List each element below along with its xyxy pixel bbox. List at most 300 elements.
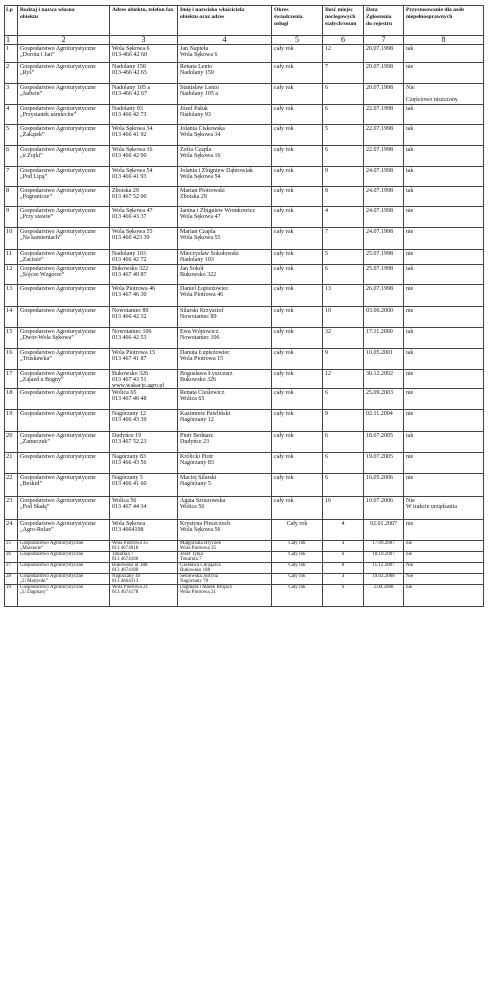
cell-registration-date — [364, 105, 404, 124]
text-line: Gospodarstwo Agroturystyczne — [20, 46, 96, 52]
cell-address — [110, 349, 178, 369]
text-line: Wola Sękowa 34 — [180, 132, 221, 138]
table-row — [5, 497, 484, 520]
text-line: Nagórzany 12 — [180, 417, 214, 423]
text-line: 11 — [6, 250, 13, 257]
table-row — [5, 541, 484, 552]
cell-accessibility — [404, 45, 484, 62]
cell-address — [110, 187, 178, 206]
text-line: nie — [406, 541, 413, 546]
table-row — [5, 552, 484, 563]
text-line: cały rok — [274, 390, 294, 396]
cell-service-period — [272, 250, 323, 264]
cell-address — [110, 552, 178, 562]
cell-address — [110, 84, 178, 104]
text-line: 4 — [341, 521, 345, 527]
cell-beds — [323, 328, 364, 348]
text-line: Cały rok — [288, 563, 306, 568]
text-line: cały rok — [274, 46, 294, 52]
cell-address — [110, 207, 178, 227]
text-line: tak — [406, 147, 414, 153]
cell-address — [110, 265, 178, 284]
text-line: cały rok — [274, 350, 294, 356]
column-number: 3 — [110, 36, 178, 44]
cell-accessibility — [404, 228, 484, 249]
text-line: 013 4674180 — [112, 568, 139, 573]
text-line: 4 — [341, 574, 345, 579]
table-row — [5, 167, 484, 187]
text-line: 9 — [325, 168, 328, 174]
cell-facility-name — [18, 328, 110, 348]
header-registration-date — [364, 6, 404, 35]
cell-service-period — [272, 389, 323, 409]
cell-facility-name — [18, 228, 110, 249]
text-line: Mieczysław Sokołowski — [180, 251, 239, 257]
header-label: Okres świadczenia usługi — [274, 7, 303, 27]
cell-accessibility — [404, 541, 484, 551]
cell-beds — [323, 370, 364, 388]
text-line: Kazimierz Pawliński — [180, 411, 231, 417]
cell-registration-date — [364, 474, 404, 496]
cell-service-period — [272, 187, 323, 206]
text-line: Gospodarstwo Agroturystyczne — [20, 411, 96, 417]
text-line: 5 — [325, 251, 328, 257]
cell-facility-name — [18, 563, 110, 573]
text-line: „Sójcze Wzgórze” — [20, 272, 65, 278]
text-line: Gospodarstwo Agroturystyczne — [20, 521, 96, 527]
cell-facility-name — [18, 45, 110, 62]
cell-address — [110, 574, 178, 584]
table-row — [5, 453, 484, 474]
text-line: Gospodarstwo Agroturystyczne — [20, 329, 96, 335]
table-row — [5, 105, 484, 125]
text-line: 8 — [325, 188, 328, 194]
text-line: Wola Sękowa 6 — [180, 52, 218, 58]
text-line: Józef Pałuk — [180, 106, 208, 112]
cell-service-period — [272, 574, 323, 584]
cell-lp — [5, 541, 18, 551]
text-line: 6 — [341, 585, 345, 590]
cell-service-period — [272, 453, 323, 473]
cell-facility-name — [18, 105, 110, 124]
text-line: cały rok — [274, 106, 294, 112]
table-row — [5, 63, 484, 84]
text-line: Wola Sękowa 6 — [112, 46, 150, 52]
table-row — [5, 585, 484, 607]
cell-facility-name — [18, 541, 110, 551]
cell-facility-name — [18, 370, 110, 388]
cell-beds — [323, 520, 364, 540]
header-address — [110, 6, 178, 35]
cell-beds — [323, 585, 364, 606]
text-line: „Marzenie” — [20, 546, 44, 551]
text-line: 11.12.2007 — [372, 563, 395, 568]
text-line: Małgorzata Hryczek — [180, 541, 221, 546]
cell-beds — [323, 497, 364, 519]
text-line: Janina i Zbigniew Wronkowicz — [180, 208, 256, 214]
cell-service-period — [272, 410, 323, 431]
cell-beds — [323, 307, 364, 327]
text-line: Cały rok — [286, 521, 308, 527]
cell-lp — [5, 250, 18, 264]
text-line: Wolica 56 — [180, 504, 205, 510]
cell-accessibility — [404, 574, 484, 584]
text-line: 19.02.2008 — [372, 574, 395, 579]
table-row — [5, 187, 484, 207]
column-number: 6 — [323, 36, 364, 44]
text-line: cały rok — [274, 308, 294, 314]
text-line: Gospodarstwo Agroturystyczne — [20, 126, 96, 132]
cell-lp — [5, 265, 18, 284]
cell-beds — [323, 167, 364, 186]
text-line: 32 — [325, 329, 331, 335]
cell-service-period — [272, 167, 323, 186]
cell-accessibility — [404, 63, 484, 83]
text-line: Bukowsko 326 — [180, 377, 217, 383]
cell-beds — [323, 187, 364, 206]
text-line: 20 — [6, 432, 13, 439]
cell-accessibility — [404, 520, 484, 540]
text-line: 013 467 41 87 — [112, 356, 147, 362]
text-line: Nadolany 103 — [112, 251, 146, 257]
text-line: 20.07.1998 — [366, 46, 393, 52]
text-line: „Zacisze” — [20, 257, 44, 263]
cell-registration-date — [364, 228, 404, 249]
text-line: 2.04.2008 — [373, 585, 394, 590]
text-line: Gospodarstwo Agroturystyczne — [20, 390, 96, 396]
cell-beds — [323, 125, 364, 145]
cell-address — [110, 328, 178, 348]
cell-owner — [178, 84, 272, 104]
text-line: 9 — [325, 411, 328, 417]
text-line: 18.07.2005 — [366, 433, 393, 439]
cell-owner — [178, 585, 272, 606]
text-line: 013 466 41 60 — [112, 481, 147, 487]
text-line: nie — [406, 251, 414, 257]
text-line: Wola Sękowa 55 — [112, 229, 153, 235]
text-line: 23 — [6, 497, 13, 504]
text-line: 013 4664198 — [112, 527, 144, 533]
text-line: 7 — [6, 167, 10, 174]
cell-service-period — [272, 207, 323, 227]
text-line: Gospodarstwo Agroturystyczne — [20, 286, 96, 292]
text-line: 21 — [6, 453, 13, 460]
cell-accessibility — [404, 250, 484, 264]
cell-registration-date — [364, 146, 404, 166]
text-line: Gospodarstwo Agroturystyczne — [20, 308, 96, 314]
text-line: Jan Sokół — [180, 266, 204, 272]
cell-owner — [178, 574, 272, 584]
cell-owner — [178, 250, 272, 264]
cell-registration-date — [364, 207, 404, 227]
cell-address — [110, 307, 178, 327]
text-line: 9 — [6, 207, 10, 214]
text-line: Nadolany 150 — [112, 64, 146, 70]
text-line: Wola Piotrowa 35 — [180, 546, 216, 551]
text-line: Częściowo niszczony — [406, 97, 458, 103]
text-line: 22 — [6, 474, 13, 481]
text-line: 013 467 46 30 — [112, 292, 147, 298]
text-line: Nagórzany 70 — [180, 579, 209, 584]
cell-accessibility — [404, 474, 484, 496]
text-line: 8 — [6, 187, 10, 194]
text-line: 16 — [6, 349, 13, 356]
cell-registration-date — [364, 520, 404, 540]
text-line: Gospodarstwo Agroturystyczne — [20, 251, 96, 257]
text-line: Piotr Bednarz — [180, 433, 214, 439]
cell-address — [110, 432, 178, 452]
cell-address — [110, 63, 178, 83]
text-line: Gospodarstwo Agroturystyczne — [20, 475, 96, 481]
text-line: „Dorota i Jan” — [20, 52, 55, 58]
cell-address — [110, 45, 178, 62]
header-label: Adres obiektu, telefon fax — [112, 7, 174, 13]
cell-lp — [5, 574, 18, 584]
cell-accessibility — [404, 125, 484, 145]
cell-registration-date — [364, 432, 404, 452]
cell-owner — [178, 453, 272, 473]
cell-address — [110, 285, 178, 306]
text-line: cały rok — [274, 251, 294, 257]
text-line: Bukowsko 188 — [180, 568, 211, 573]
cell-registration-date — [364, 453, 404, 473]
cell-lp — [5, 146, 18, 166]
cell-owner — [178, 552, 272, 562]
text-line: nie — [406, 229, 414, 235]
cell-address — [110, 370, 178, 388]
text-line: 013 466 42 53 — [112, 335, 147, 341]
text-line: „Zameczek” — [20, 439, 50, 445]
table-row — [5, 125, 484, 146]
text-line: cały rok — [274, 147, 294, 153]
cell-owner — [178, 187, 272, 206]
text-line: Cały rok — [288, 585, 306, 590]
text-line: Gospodarstwo Agroturystyczne — [20, 106, 96, 112]
text-line: 22.07.1998 — [366, 126, 393, 132]
cell-beds — [323, 250, 364, 264]
text-line: 013 467 46 48 — [112, 396, 147, 402]
cell-registration-date — [364, 370, 404, 388]
text-line: 6 — [325, 266, 328, 272]
text-line: Renata Cieślewicz — [180, 390, 225, 396]
table-row — [5, 389, 484, 410]
cell-beds — [323, 84, 364, 104]
text-line: „Zajazd u Bogny” — [20, 377, 64, 383]
text-line: Nadolany 93 — [180, 112, 211, 118]
cell-lp — [5, 167, 18, 186]
text-line: 10.05.2001 — [366, 350, 393, 356]
cell-address — [110, 585, 178, 606]
header-accessibility — [404, 6, 484, 35]
cell-facility-name — [18, 250, 110, 264]
cell-service-period — [272, 520, 323, 540]
cell-owner — [178, 541, 272, 551]
text-line: 22.07.1998 — [366, 147, 393, 153]
text-line: Nagórzany 12 — [112, 411, 146, 417]
text-line: 26.07.1998 — [366, 286, 393, 292]
cell-service-period — [272, 146, 323, 166]
text-line: 18 — [6, 389, 13, 396]
cell-beds — [323, 285, 364, 306]
cell-accessibility — [404, 146, 484, 166]
cell-registration-date — [364, 84, 404, 104]
text-line: Danuta Łupieżowiec — [180, 350, 230, 356]
cell-address — [110, 410, 178, 431]
cell-lp — [5, 125, 18, 145]
text-line: 14 — [6, 307, 13, 314]
text-line: nie — [406, 208, 414, 214]
text-line: Wola Piotrowa 21 — [112, 585, 148, 590]
text-line: Bukowsko 322 — [180, 272, 217, 278]
cell-registration-date — [364, 63, 404, 83]
column-number-row — [5, 36, 484, 45]
text-line: nie — [406, 521, 414, 527]
text-line: tak — [406, 168, 414, 174]
text-line: „Beskid” — [20, 481, 42, 487]
text-line: 013 466 423 39 — [112, 235, 150, 241]
text-line: 013 4664313 — [112, 579, 139, 584]
text-line: 12 — [325, 46, 331, 52]
cell-lp — [5, 285, 18, 306]
text-line: Wola Piotrowa 35 — [112, 541, 148, 546]
text-line: Gospodarstwo Agroturystyczne — [20, 229, 96, 235]
text-line: Wola Sękowa 16 — [180, 153, 221, 159]
text-line: Krystyna Pieszczoch — [180, 521, 231, 527]
text-line: 013 466 43 56 — [112, 460, 147, 466]
text-line: 20.07.1998 — [366, 64, 393, 70]
cell-address — [110, 541, 178, 551]
cell-accessibility — [404, 432, 484, 452]
text-line: 013 4674018 — [112, 546, 139, 551]
cell-facility-name — [18, 432, 110, 452]
text-line: „Dwór-Wola Sękowa” — [20, 335, 74, 341]
text-line: „u Zojki” — [20, 153, 43, 159]
cell-beds — [323, 574, 364, 584]
text-line: 013 466 41 93 — [112, 174, 147, 180]
text-line: Wolica 65 — [180, 396, 205, 402]
cell-beds — [323, 563, 364, 573]
text-line: Nie — [406, 498, 415, 504]
text-line: Jolanta Ciskowska — [180, 126, 225, 132]
header-label: Lp — [6, 7, 13, 13]
text-line: 4 — [325, 208, 328, 214]
text-line: 10 — [6, 228, 13, 235]
cell-lp — [5, 497, 18, 519]
cell-accessibility — [404, 370, 484, 388]
text-line: cały rok — [274, 168, 294, 174]
text-line: Agata Szuszowska — [180, 498, 226, 504]
text-line: 02.01.2007 — [370, 521, 397, 527]
table-row — [5, 349, 484, 370]
cell-accessibility — [404, 207, 484, 227]
agritourism-register-table — [4, 5, 484, 607]
cell-registration-date — [364, 574, 404, 584]
column-number: 1 — [5, 36, 18, 44]
text-line: 7 — [325, 229, 328, 235]
cell-service-period — [272, 432, 323, 452]
text-line: nie — [406, 552, 413, 557]
text-line: 1 — [6, 45, 10, 52]
cell-facility-name — [18, 84, 110, 104]
text-line: 13 — [6, 285, 13, 292]
text-line: tak — [406, 106, 414, 112]
table-row — [5, 228, 484, 250]
cell-facility-name — [18, 574, 110, 584]
cell-accessibility — [404, 328, 484, 348]
text-line: 17 — [6, 370, 13, 377]
cell-service-period — [272, 541, 323, 551]
text-line: 013-466 42 65 — [112, 70, 147, 76]
text-line: „Pod Skałą” — [20, 504, 50, 510]
text-line: 013 467 52 23 — [112, 439, 147, 445]
text-line: Daniel Łupieżowiec — [180, 286, 229, 292]
cell-accessibility — [404, 389, 484, 409]
cell-address — [110, 105, 178, 124]
text-line: 6 — [6, 146, 10, 153]
cell-owner — [178, 349, 272, 369]
cell-accessibility — [404, 453, 484, 473]
cell-registration-date — [364, 552, 404, 562]
cell-registration-date — [364, 250, 404, 264]
text-line: Nadolany 105 a — [180, 91, 218, 97]
cell-registration-date — [364, 497, 404, 519]
text-line: cały rok — [274, 188, 294, 194]
cell-address — [110, 563, 178, 573]
cell-accessibility — [404, 349, 484, 369]
text-line: Silarski Krzysztof — [180, 308, 224, 314]
table-row — [5, 520, 484, 541]
cell-facility-name — [18, 552, 110, 562]
column-number: 7 — [364, 36, 404, 44]
table-row — [5, 250, 484, 265]
header-owner — [178, 6, 272, 35]
text-line: Dagmara i Marek Brojacz — [180, 585, 233, 590]
text-line: Jan Napieła — [180, 46, 209, 52]
text-line: 24 — [6, 520, 13, 527]
text-line: 24.07.1998 — [366, 188, 393, 194]
text-line: cały rok — [274, 454, 294, 460]
text-line: 20.07.1998 — [366, 85, 393, 91]
text-line: 12 — [6, 265, 13, 272]
cell-service-period — [272, 285, 323, 306]
text-line: 013 467 52 00 — [112, 194, 147, 200]
text-line: nie — [406, 411, 414, 417]
text-line: 013 466 41 92 — [112, 132, 147, 138]
text-line: 19.07.2005 — [366, 454, 393, 460]
text-line: nie — [406, 475, 414, 481]
text-line: 013-466 42 67 — [112, 91, 147, 97]
cell-registration-date — [364, 265, 404, 284]
text-line: Gospodarstwo Agroturystyczne — [20, 208, 96, 214]
cell-beds — [323, 63, 364, 83]
cell-facility-name — [18, 285, 110, 306]
text-line: 5 — [6, 125, 10, 132]
text-line: Tokarnia 7 — [112, 552, 134, 557]
column-number: 4 — [178, 36, 272, 44]
text-line: 8 — [341, 563, 345, 568]
text-line: 013 466 43 37 — [112, 214, 147, 220]
text-line: nie — [406, 454, 414, 460]
table-body — [5, 45, 484, 607]
text-line: tak — [406, 266, 414, 272]
text-line: Wola Sękowa 56 — [180, 527, 221, 533]
cell-registration-date — [364, 125, 404, 145]
cell-beds — [323, 228, 364, 249]
text-line: 02.11.2004 — [366, 411, 393, 417]
text-line: 15 — [6, 328, 13, 335]
text-line: 4 — [6, 105, 10, 112]
text-line: Tokarnia 7 — [180, 557, 202, 562]
